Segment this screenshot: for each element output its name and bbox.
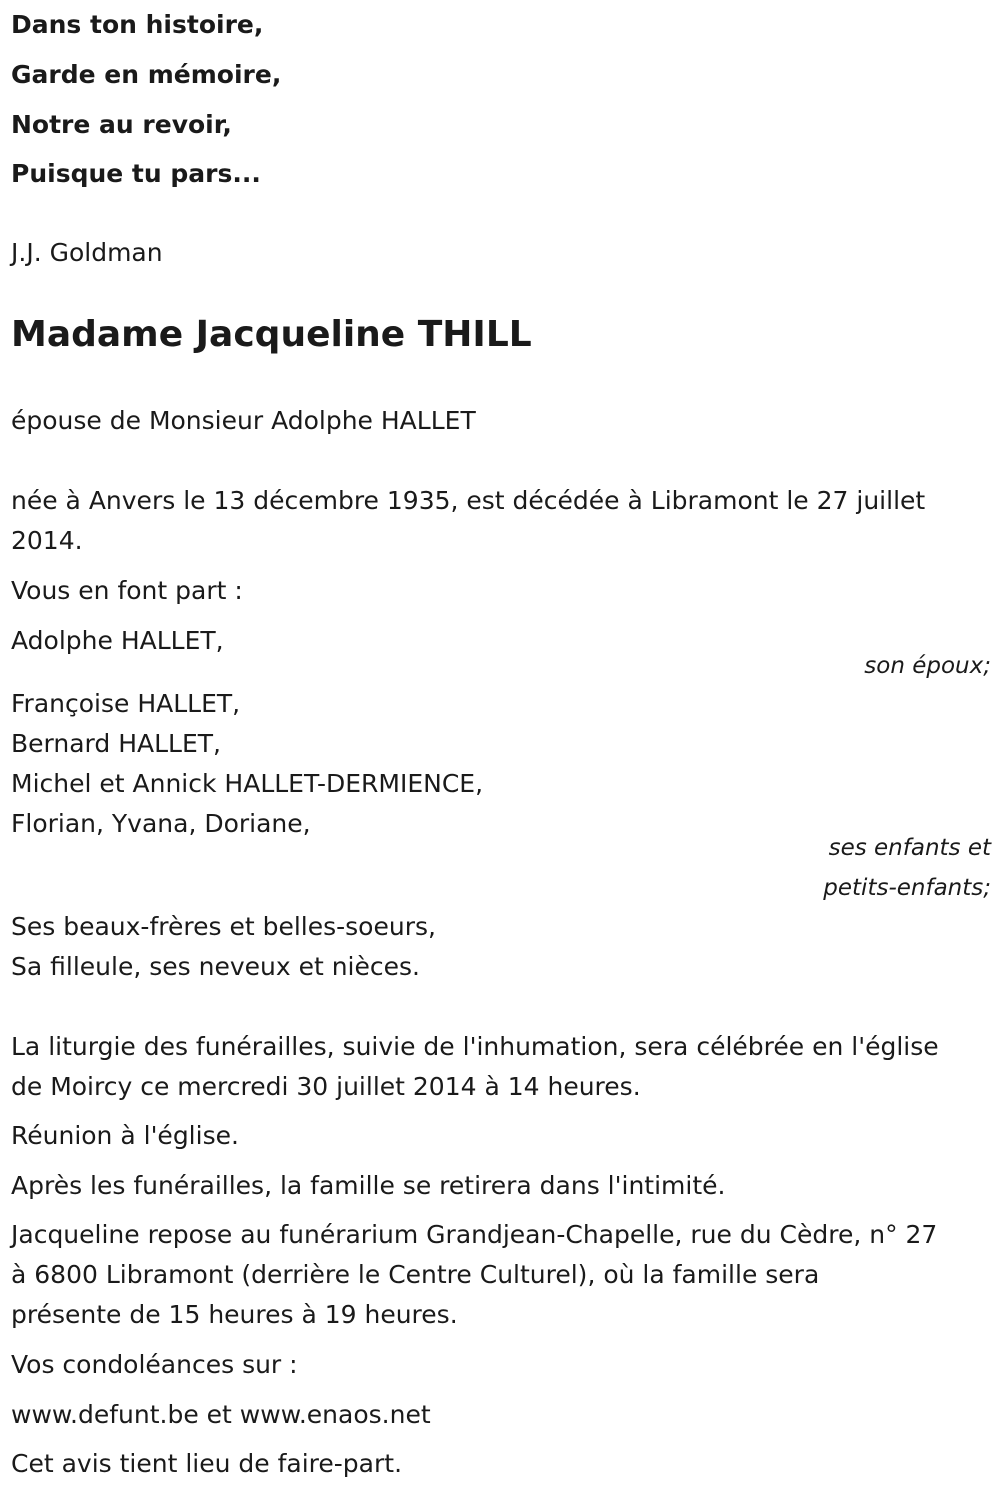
repose-line-3: présente de 15 heures à 19 heures.: [11, 1300, 458, 1329]
condolences-label: Vos condoléances sur :: [11, 1350, 298, 1379]
child-1: Françoise HALLET,: [11, 689, 241, 718]
liturgy-line-2: de Moircy ce mercredi 30 juillet 2014 à 14 heures.: [11, 1072, 641, 1101]
poem-author: J.J. Goldman: [11, 238, 163, 267]
child-2: Bernard HALLET,: [11, 729, 221, 758]
poem-line-1: Dans ton histoire,: [11, 10, 264, 39]
after-funeral-line: Après les funérailles, la famille se retirera dans l'intimité.: [11, 1171, 726, 1200]
condolences-sites: www.defunt.be et www.enaos.net: [11, 1400, 431, 1429]
closing-line: Cet avis tient lieu de faire-part.: [11, 1449, 403, 1478]
meeting-line: Réunion à l'église.: [11, 1121, 239, 1150]
poem-line-2: Garde en mémoire,: [11, 60, 282, 89]
liturgy-line-1: La liturgie des funérailles, suivie de l'inhumation, sera célébrée en l'église: [11, 1032, 939, 1061]
repose-line-1: Jacqueline repose au funérarium Grandjean-Chapelle, rue du Cèdre, n° 27: [11, 1220, 938, 1249]
repose-line-2: à 6800 Libramont (derrière le Centre Culturel), où la famille sera: [11, 1260, 820, 1289]
spouse-line: épouse de Monsieur Adolphe HALLET: [11, 406, 476, 435]
poem-line-3: Notre au revoir,: [11, 110, 232, 139]
grandchildren: Florian, Yvana, Doriane,: [11, 809, 311, 838]
deceased-name: Madame Jacqueline THILL: [11, 314, 532, 355]
children-role-1: ses enfants et: [828, 835, 991, 861]
other-family-2: Sa filleule, ses neveux et nièces.: [11, 952, 420, 981]
children-role-2: petits-enfants;: [823, 875, 991, 901]
birth-death-line-2: 2014.: [11, 526, 83, 555]
other-family-1: Ses beaux-frères et belles-soeurs,: [11, 912, 436, 941]
spouse-role: son époux;: [864, 653, 991, 679]
spouse-name: Adolphe HALLET,: [11, 626, 224, 655]
child-3: Michel et Annick HALLET-DERMIENCE,: [11, 769, 484, 798]
family-intro: Vous en font part :: [11, 576, 243, 605]
poem-line-4: Puisque tu pars...: [11, 159, 261, 188]
birth-death-line-1: née à Anvers le 13 décembre 1935, est décédée à Libramont le 27 juillet: [11, 486, 926, 515]
